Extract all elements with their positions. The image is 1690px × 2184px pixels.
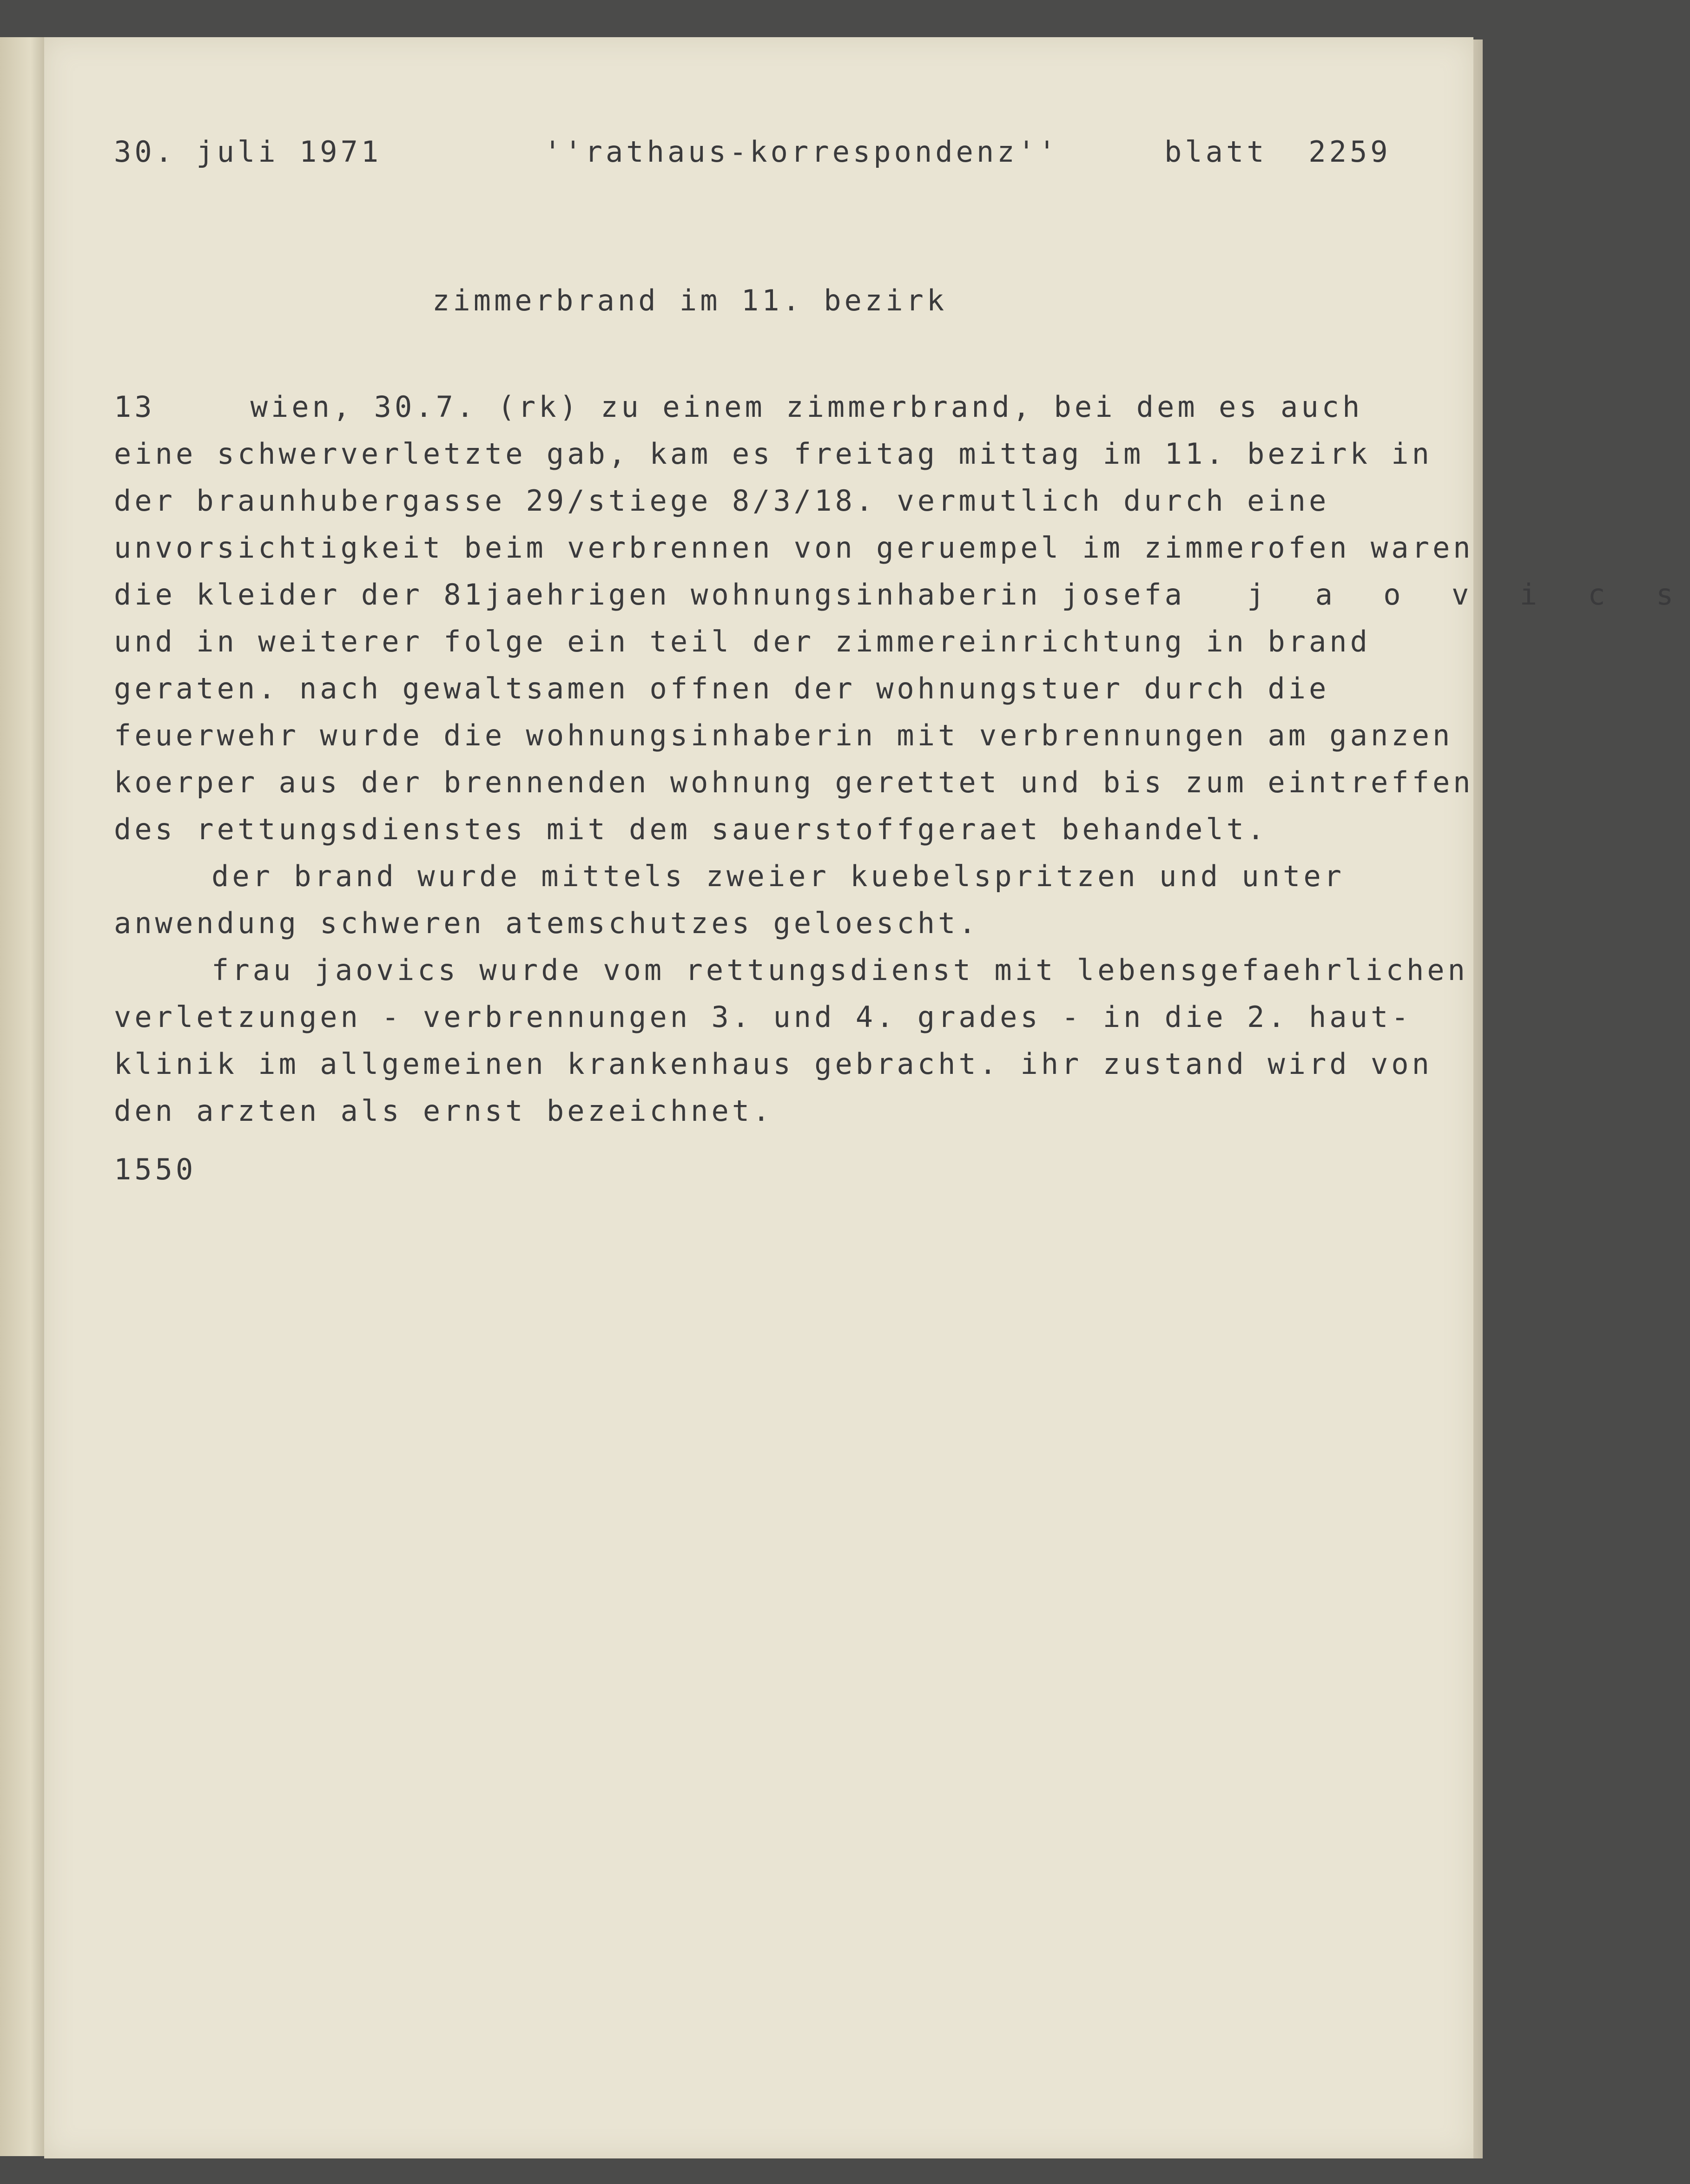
body-line: 13 wien, 30.7. (rk) zu einem zimmerbrand, bei dem es auch: [114, 390, 1363, 424]
footer-code: 1550: [114, 1152, 197, 1186]
body-line: unvorsichtigkeit beim verbrennen von geruempel im zimmerofen waren: [114, 531, 1474, 565]
body-line: feuerwehr wurde die wohnungsinhaberin mit verbrennungen am ganzen: [114, 718, 1453, 752]
document-page: [44, 37, 1690, 2158]
body-line: eine schwerverletzte gab, kam es freitag mittag im 11. bezirk in: [114, 437, 1433, 471]
body-line: anwendung schweren atemschutzes geloescht.: [114, 906, 979, 940]
previous-page-edge: [0, 37, 51, 2156]
article-title: zimmerbrand im 11. bezirk: [432, 283, 948, 317]
body-line: verletzungen - verbrennungen 3. und 4. grades - in die 2. haut-: [114, 1000, 1412, 1034]
body-line: klinik im allgemeinen krankenhaus gebracht. ihr zustand wird von: [114, 1047, 1433, 1081]
body-line: und in weiterer folge ein teil der zimmereinrichtung in brand: [114, 625, 1371, 658]
body-line: der brand wurde mittels zweier kuebelspritzen und unter: [211, 859, 1345, 893]
item-number: 13: [114, 390, 155, 424]
body-line: die kleider der 81jaehrigen wohnungsinhaberin josefa j a o v i c s: [114, 578, 1690, 612]
spaced-surname: j a o v i c s: [1247, 578, 1690, 612]
body-line: geraten. nach gewaltsamen offnen der wohnungstuer durch die: [114, 671, 1330, 705]
body-line: der braunhubergasse 29/stiege 8/3/18. vermutlich durch eine: [114, 484, 1330, 518]
header-sheet-number: blatt 2259: [1164, 135, 1391, 169]
body-line: des rettungsdienstes mit dem sauerstoffgeraet behandelt.: [114, 812, 1268, 846]
body-line: koerper aus der brennenden wohnung gerettet und bis zum eintreffen: [114, 765, 1474, 799]
body-line: frau jaovics wurde vom rettungsdienst mit lebensgefaehrlichen: [211, 953, 1468, 987]
header-publication: ''rathaus-korrespondenz'': [544, 135, 1059, 169]
body-line: den arzten als ernst bezeichnet.: [114, 1094, 773, 1128]
article-body: [114, 383, 1690, 1134]
header-date: 30. juli 1971: [114, 135, 382, 169]
